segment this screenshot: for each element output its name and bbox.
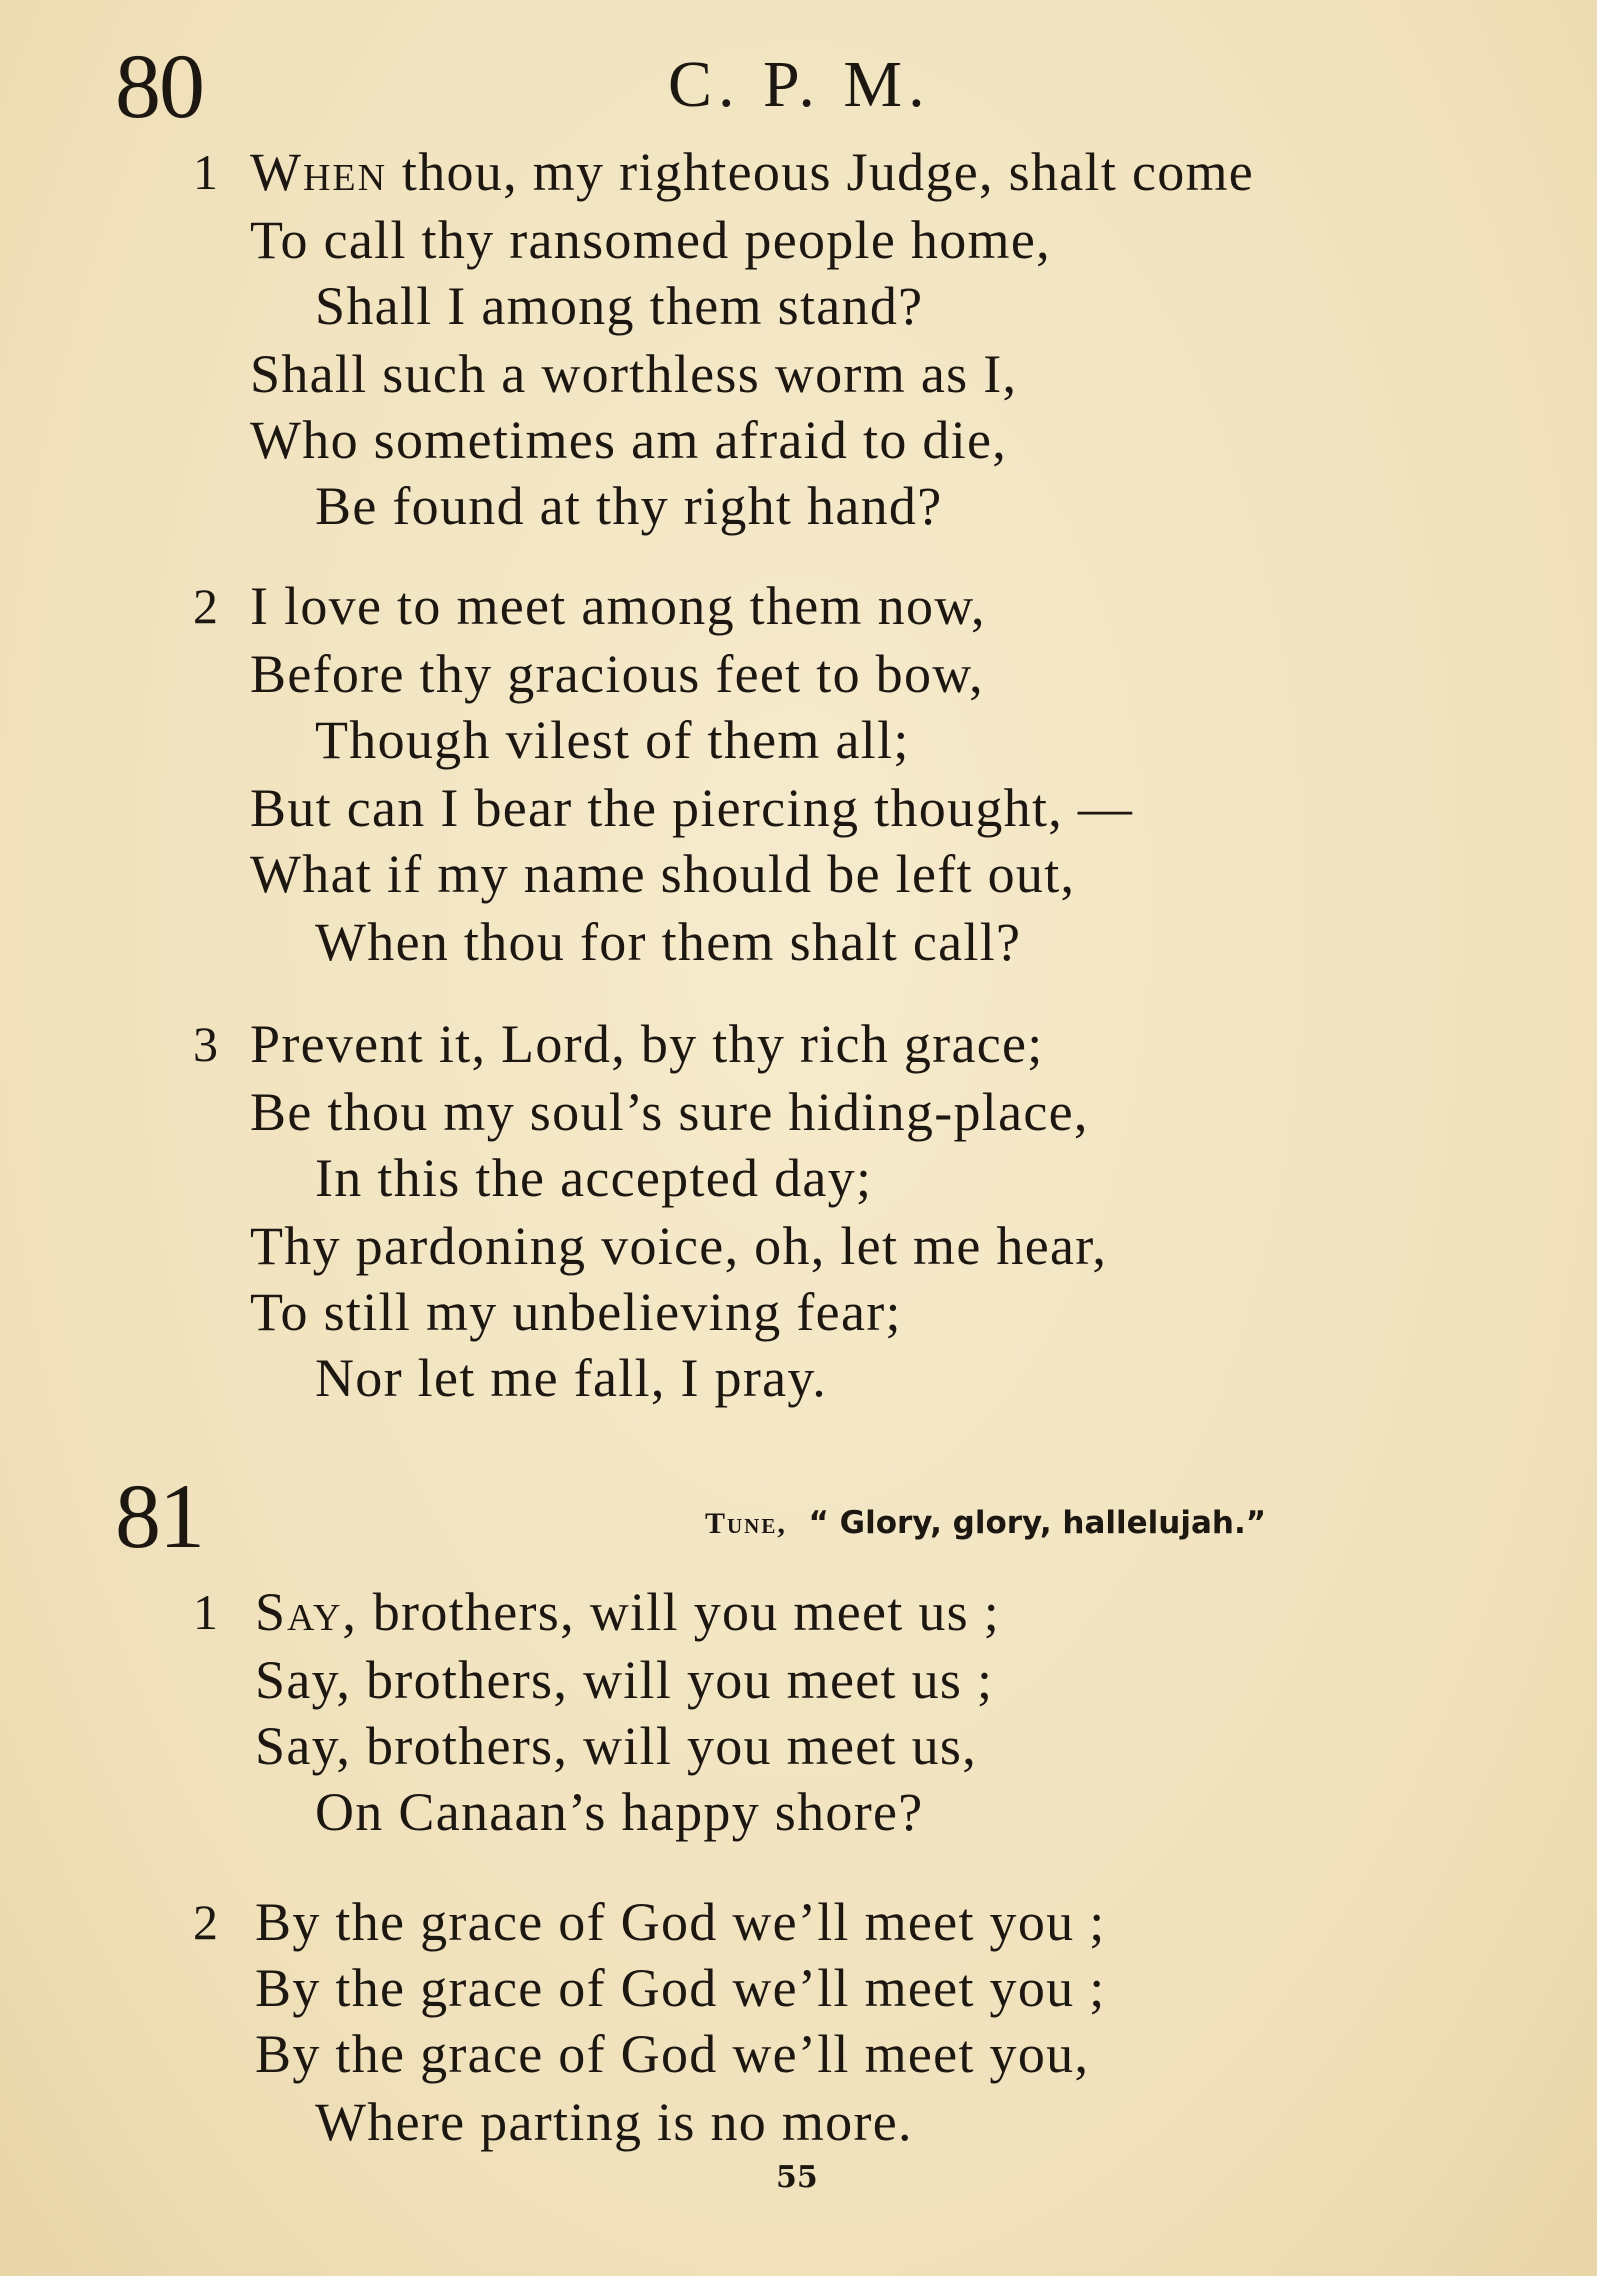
verse-line: Thy pardoning voice, oh, let me hear, [250,1216,1108,1276]
verse-number: 2 [193,1894,218,1950]
verse-number: 1 [193,1584,218,1640]
first-word: When [250,142,388,202]
verse-line: Though vilest of them all; [315,710,910,770]
verse-line: Be found at thy right hand? [315,476,943,536]
verse-line: By the grace of God we’ll meet you, [255,2024,1090,2084]
verse-line: Say, brothers, will you meet us, [255,1716,978,1776]
verse-line: To still my unbelieving fear; [250,1282,902,1342]
verse-line: When thou for them shalt call? [315,912,1022,972]
hymn-number: 81 [115,1465,203,1567]
verse-line: Shall I among them stand? [315,276,924,336]
verse-line: By the grace of God we’ll meet you ; [255,1892,1106,1952]
verse-number: 2 [193,578,218,634]
verse-line: Shall such a worthless worm as I, [250,344,1018,404]
verse-line: But can I bear the piercing thought, — [250,778,1134,838]
verse-line: To call thy ransomed people home, [250,210,1051,270]
verse-number: 1 [193,144,218,200]
first-word: Say, [255,1582,358,1642]
verse-line: Say, brothers, will you meet us ; [255,1650,994,1710]
tune-indication [705,1505,1267,1541]
verse-line: In this the accepted day; [315,1148,873,1208]
verse-line: Say, brothers, will you meet us ; [255,1582,1001,1642]
verse-line: By the grace of God we’ll meet you ; [255,1958,1106,2018]
hymn-number: 80 [115,35,203,137]
tune-name: “ Glory, glory, hallelujah.” [808,1505,1267,1541]
verse-line: When thou, my righteous Judge, shalt come [250,142,1255,202]
page-number: 55 [776,2160,818,2195]
verse-line: Nor let me fall, I pray. [315,1348,828,1408]
verse-line: Where parting is no more. [315,2092,913,2152]
verse-number: 3 [193,1016,218,1072]
verse-line: I love to meet among them now, [250,576,986,636]
hymn-meter: C. P. M. [668,48,931,121]
verse-line: Who sometimes am afraid to die, [250,410,1008,470]
verse-line: Be thou my soul’s sure hiding-place, [250,1082,1089,1142]
tune-label: Tune, [705,1507,787,1540]
verse-line: What if my name should be left out, [250,844,1076,904]
verse-line: Prevent it, Lord, by thy rich grace; [250,1014,1044,1074]
verse-line: Before thy gracious feet to bow, [250,644,984,704]
verse-line: On Canaan’s happy shore? [315,1782,924,1842]
